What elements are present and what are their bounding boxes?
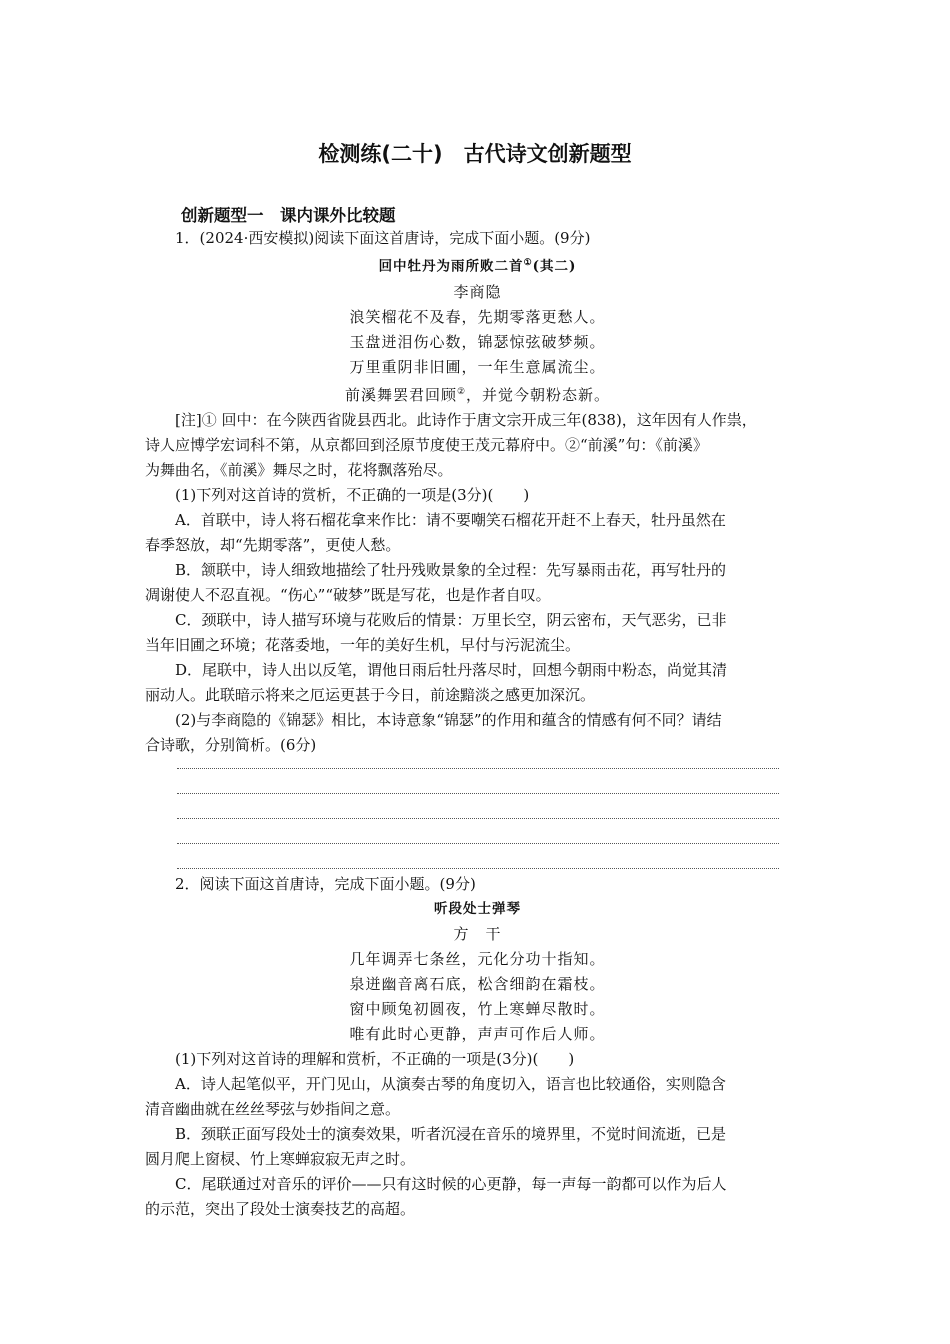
q1-note: 诗人应博学宏词科不第，从京都回到泾原节度使王茂元幕府中。②“前溪”句：《前溪》 — [145, 435, 708, 454]
q1-option-d: 丽动人。此联暗示将来之厄运更甚于今日，前途黯淡之感更加深沉。 — [145, 685, 596, 704]
q1-sub1: (1)下列对这首诗的赏析，不正确的一项是(3分)( ) — [175, 485, 530, 504]
q1-poem-line: 玉盘迸泪伤心数，锦瑟惊弦破梦频。 — [349, 332, 606, 351]
question-2 — [145, 872, 810, 1222]
question-1 — [145, 226, 810, 758]
q2-option-a: A．诗人起笔似平，开门见山，从演奏古琴的角度切入，语言也比较通俗，实则隐含 — [175, 1075, 726, 1093]
q1-option-b: B．颔联中，诗人细致地描绘了牡丹残败景象的全过程：先写暴雨击花，再写牡丹的 — [175, 560, 727, 579]
page-title: 检测练(二十) 古代诗文创新题型 — [318, 142, 632, 166]
answer-area[interactable] — [145, 744, 810, 869]
q1-option-a: 春季怒放，却“先期零落”，更使人愁。 — [145, 535, 401, 554]
q2-option-b: B．颈联正面写段处士的演奏效果，听者沉浸在音乐的境界里，不觉时间流逝，已是 — [175, 1125, 727, 1143]
q2-poem-line: 窗中顾兔初圆夜，竹上寒蝉尽散时。 — [349, 1000, 606, 1018]
q1-poem-line: 万里重阴非旧圃，一年生意属流尘。 — [349, 357, 606, 376]
answer-line[interactable] — [177, 794, 779, 819]
q2-option-a: 清音幽曲就在丝丝琴弦与妙指间之意。 — [145, 1100, 401, 1118]
q2-option-c: C．尾联通过对音乐的评价——只有这时候的心更静，每一声每一韵都可以作为后人 — [175, 1175, 727, 1193]
section-heading: 创新题型一 课内课外比较题 — [181, 206, 396, 225]
answer-line[interactable] — [177, 769, 779, 794]
q1-option-c: C．颈联中，诗人描写环境与花败后的情景：万里长空，阴云密布，天气恶劣，已非 — [175, 610, 727, 629]
q2-option-c: 的示范，突出了段处士演奏技艺的高超。 — [145, 1200, 416, 1218]
q1-option-d: D．尾联中，诗人出以反笔，谓他日雨后牡丹落尽时，回想今朝雨中粉态，尚觉其清 — [175, 660, 728, 679]
q2-poem-line: 唯有此时心更静，声声可作后人师。 — [349, 1025, 606, 1043]
q2-option-b: 圆月爬上窗棂、竹上寒蝉寂寂无声之时。 — [145, 1150, 416, 1168]
q1-poem-line: 浪笑榴花不及春，先期零落更愁人。 — [349, 307, 606, 326]
q1-option-a: A．首联中，诗人将石榴花拿来作比：请不要嘲笑石榴花开赶不上春天，牡丹虽然在 — [175, 510, 726, 529]
q2-poem-line: 泉迸幽音离石底，松含细韵在霜枝。 — [349, 975, 606, 993]
q1-stem: 1．(2024·西安模拟)阅读下面这首唐诗，完成下面小题。(9分) — [175, 229, 591, 247]
q1-poem-title: 回中牡丹为雨所败二首①(其二) — [378, 258, 577, 275]
q1-option-b: 凋谢使人不忍直视。“伤心”“破梦”既是写花，也是作者自叹。 — [145, 585, 551, 604]
q1-option-c: 当年旧圃之环境；花落委地，一年的美好生机，早付与污泥流尘。 — [145, 635, 581, 654]
q2-poem-line: 几年调弄七条丝，元化分功十指知。 — [349, 950, 606, 968]
q1-sub2: 合诗歌，分别简析。(6分) — [145, 735, 317, 754]
q2-sub1: (1)下列对这首诗的理解和赏析，不正确的一项是(3分)( ) — [175, 1050, 575, 1068]
q1-note: 为舞曲名，《前溪》舞尽之时，花将飘落殆尽。 — [145, 460, 453, 479]
q1-poem-line: 前溪舞罢君回顾②，并觉今朝粉态新。 — [344, 385, 611, 404]
q2-stem: 2．阅读下面这首唐诗，完成下面小题。(9分) — [175, 875, 476, 893]
q1-poem-author: 李商隐 — [453, 282, 502, 301]
answer-line[interactable] — [177, 819, 779, 844]
q1-sub2: (2)与李商隐的《锦瑟》相比，本诗意象“锦瑟”的作用和蕴含的情感有何不同？请结 — [175, 710, 722, 729]
q2-poem-author: 方 干 — [453, 925, 502, 943]
q1-note: [注]① 回中：在今陕西省陇县西北。此诗作于唐文宗开成三年(838)，这年因有人作祟， — [175, 410, 757, 429]
q2-poem-title: 听段处士弹琴 — [434, 901, 521, 917]
answer-line[interactable] — [177, 844, 779, 869]
answer-line[interactable] — [177, 744, 779, 769]
